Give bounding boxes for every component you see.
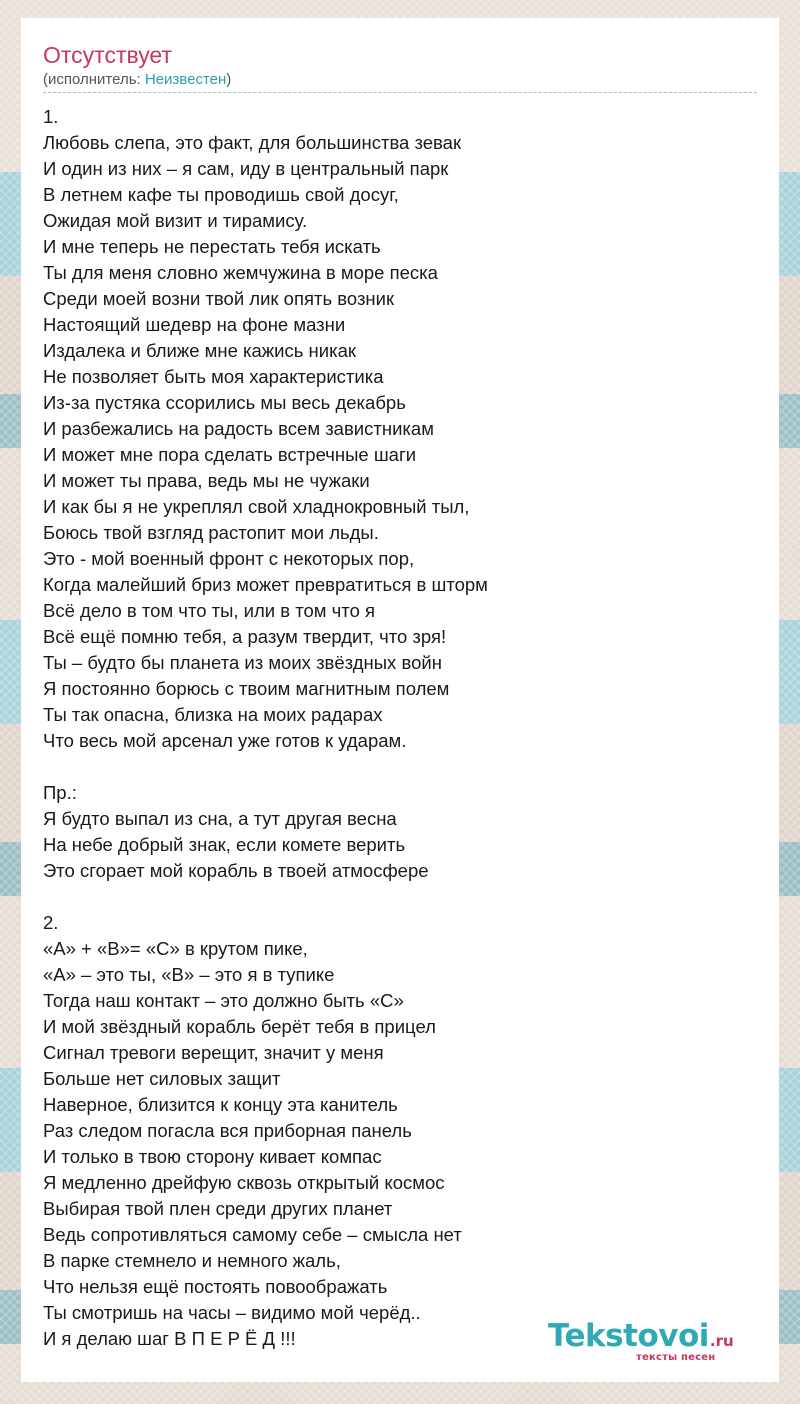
site-logo[interactable]: [548, 1318, 754, 1368]
lyric-line: Когда малейший бриз может превратиться в шторм: [43, 574, 488, 595]
lyric-line: Тогда наш контакт – это должно быть «C»: [43, 990, 404, 1011]
artist-suffix: ): [226, 71, 232, 88]
lyric-line: Сигнал тревоги верещит, значит у меня: [43, 1042, 384, 1063]
lyric-line: «A» – это ты, «B» – это я в тупике: [43, 964, 335, 985]
lyric-line: И только в твою сторону кивает компас: [43, 1146, 382, 1167]
lyric-line: Ты так опасна, близка на моих радарах: [43, 704, 383, 725]
lyric-line: 2.: [43, 912, 59, 933]
lyric-line: Из-за пустяка ссорились мы весь декабрь: [43, 392, 406, 413]
lyric-line: И мне теперь не перестать тебя искать: [43, 236, 381, 257]
lyric-line: Среди моей возни твой лик опять возник: [43, 288, 395, 309]
lyric-line: Любовь слепа, это факт, для большинства зевак: [43, 132, 462, 153]
lyric-line: Я постоянно борюсь с твоим магнитным полем: [43, 678, 450, 699]
lyric-line: И один из них – я сам, иду в центральный парк: [43, 158, 449, 179]
lyric-line: [43, 884, 757, 910]
lyric-line: Это сгорает мой корабль в твоей атмосфере: [43, 860, 429, 881]
lyric-line: Ты – будто бы планета из моих звёздных войн: [43, 652, 442, 673]
lyric-line: Я медленно дрейфую сквозь открытый космос: [43, 1172, 445, 1193]
lyric-line: На небе добрый знак, если комете верить: [43, 834, 406, 855]
artist-line: [43, 70, 757, 93]
lyric-line: Выбирая твой плен среди других планет: [43, 1198, 393, 1219]
lyric-line: Ожидая мой визит и тирамису.: [43, 210, 308, 231]
lyric-line: «A» + «B»= «C» в крутом пике,: [43, 938, 308, 959]
lyric-line: Ведь сопротивляться самому себе – смысла нет: [43, 1224, 462, 1245]
lyric-line: Издалека и ближе мне кажись никак: [43, 340, 356, 361]
lyric-line: Всё дело в том что ты, или в том что я: [43, 600, 376, 621]
song-title: Отсутствует: [43, 42, 172, 68]
lyric-line: Что весь мой арсенал уже готов к ударам.: [43, 730, 407, 751]
logo-wordmark: Tekstovoi: [548, 1318, 709, 1354]
lyric-line: [43, 754, 757, 780]
lyric-line: И мой звёздный корабль берёт тебя в прицел: [43, 1016, 436, 1037]
lyric-line: Ты смотришь на часы – видимо мой черёд..: [43, 1302, 421, 1323]
lyric-line: Наверное, близится к концу эта канитель: [43, 1094, 398, 1115]
lyric-line: Всё ещё помню тебя, а разум твердит, что зря!: [43, 626, 447, 647]
lyric-line: В летнем кафе ты проводишь свой досуг,: [43, 184, 399, 205]
lyrics-card: [21, 18, 779, 1382]
lyric-line: И я делаю шаг В П Е Р Ё Д !!!: [43, 1328, 296, 1349]
artist-prefix: (исполнитель:: [43, 71, 145, 88]
logo-domain: .ru: [709, 1332, 734, 1350]
lyrics-text: [43, 104, 757, 1352]
lyric-line: Пр.:: [43, 782, 77, 803]
lyric-line: Ты для меня словно жемчужина в море песка: [43, 262, 438, 283]
lyric-line: Я будто выпал из сна, а тут другая весна: [43, 808, 397, 829]
lyric-line: Это - мой военный фронт с некоторых пор,: [43, 548, 415, 569]
lyric-line: Раз следом погасла вся приборная панель: [43, 1120, 412, 1141]
lyric-line: Боюсь твой взгляд растопит мои льды.: [43, 522, 379, 543]
lyric-line: И может мне пора сделать встречные шаги: [43, 444, 417, 465]
lyric-line: И разбежались на радость всем завистникам: [43, 418, 434, 439]
lyric-line: И может ты права, ведь мы не чужаки: [43, 470, 370, 491]
lyric-line: Настоящий шедевр на фоне мазни: [43, 314, 346, 335]
lyric-line: Больше нет силовых защит: [43, 1068, 281, 1089]
lyric-line: И как бы я не укреплял свой хладнокровный тыл,: [43, 496, 470, 517]
logo-tagline: тексты песен: [636, 1352, 716, 1363]
lyric-line: 1.: [43, 106, 59, 127]
lyric-line: Что нельзя ещё постоять повоображать: [43, 1276, 388, 1297]
artist-link[interactable]: Неизвестен: [144, 71, 227, 88]
lyric-line: Не позволяет быть моя характеристика: [43, 366, 384, 387]
lyric-line: В парке стемнело и немного жаль,: [43, 1250, 341, 1271]
